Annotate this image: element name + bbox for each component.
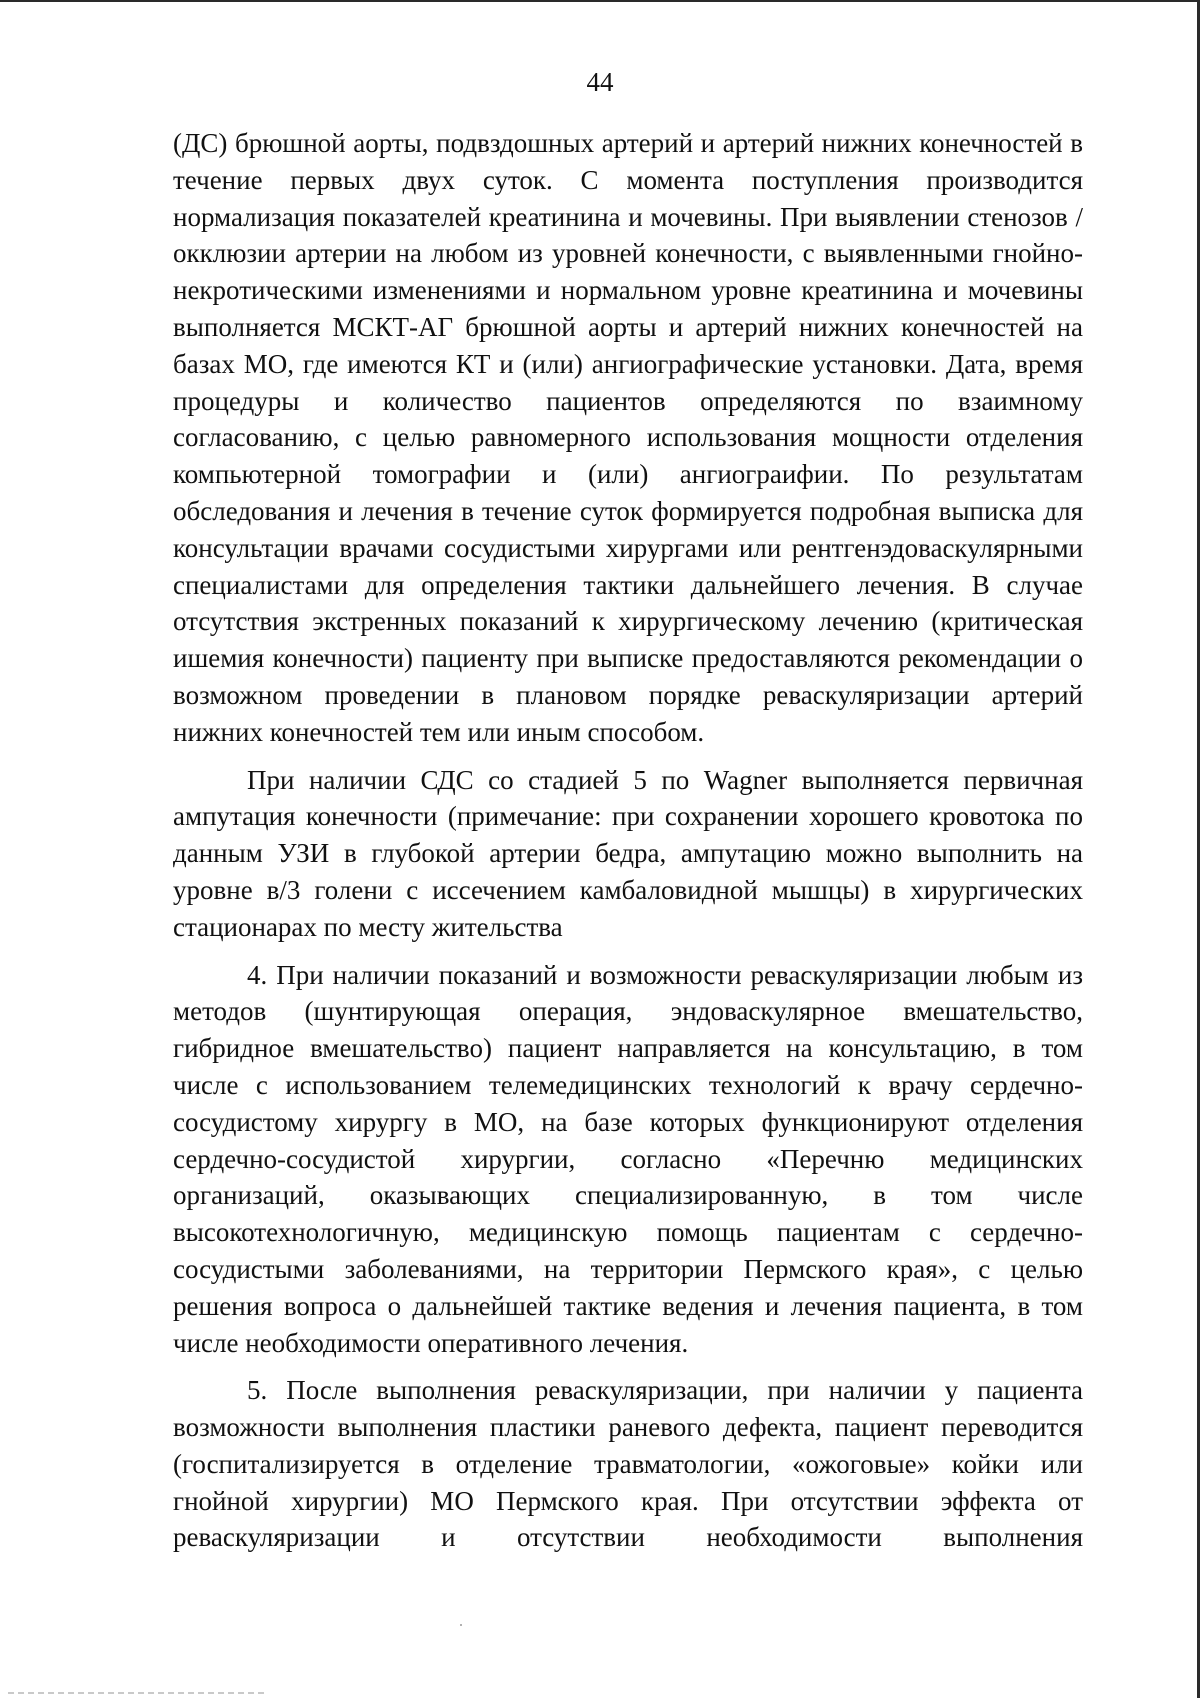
scan-top-border bbox=[0, 0, 1200, 2]
page-number: 44 bbox=[586, 67, 614, 97]
scan-footer-artifact bbox=[8, 1692, 268, 1694]
paragraph-amputation: При наличии СДС со стадией 5 по Wagner выполняется первичная ампутация конечности (примечание: при сохранении хорошего кровотока по данным УЗИ в глубокой артерии бедра, ампутацию можно выполнить на уровне в/3 голени с иссечением камбаловидной мышцы) в хирургических стационарах по месту жительства bbox=[173, 764, 1083, 942]
scan-artifact bbox=[460, 1624, 462, 1626]
document-body bbox=[173, 125, 1083, 1556]
paragraph-item-4: 4. При наличии показаний и возможности реваскуляризации любым из методов (шунтирующая операция, эндоваскулярное вмешательство, гибридное вмешательство) пациент направляется на консультацию, в том числе с использованием телемедицинских технологий к врачу сердечно-сосудистому хирургу в МО, на базе которых функционируют отделения сердечно-сосудистой хирургии, согласно «Перечню медицинских организаций, оказывающих специализированную, в том числе высокотехнологичную, медицинскую помощь пациентам с сердечно-сосудистыми заболеваниями, на территории Пермского края», с целью решения вопроса о дальнейшей тактике ведения и лечения пациента, в том числе необходимости оперативного лечения. bbox=[173, 959, 1083, 1358]
paragraph-diagnostics: (ДС) брюшной аорты, подвздошных артерий и артерий нижних конечностей в течение первых двух суток. С момента поступления производится нормализация показателей креатинина и мочевины. При выявлении стенозов / окклюзии артерии на любом из уровней конечности, с выявленными гнойно-некротическими изменениями и нормальном уровне креатинина и мочевины выполняется МСКТ-АГ брюшной аорты и артерий нижних конечностей на базах МО, где имеются КТ и (или) ангиографические установки. Дата, время процедуры и количество пациентов определяются по взаимному согласованию, с целью равномерного использования мощности отделения компьютерной томографии и (или) ангиограифии. По результатам обследования и лечения в течение суток формируется подробная выписка для консультации врачами сосудистыми хирургами или рентгенэдоваскулярными специалистами для определения тактики дальнейшего лечения. В случае отсутствия экстренных показаний к хирургическому лечению (критическая ишемия конечности) пациенту при выписке предоставляются рекомендации о возможном проведении в плановом порядке реваскуляризации артерий нижних конечностей тем или иным способом. bbox=[173, 128, 1083, 747]
paragraph-item-5: 5. После выполнения реваскуляризации, при наличии у пациента возможности выполнения пластики раневого дефекта, пациент переводится (госпитализируется в отделение травматологии, «ожоговые» койки или гнойной хирургии) МО Пермского края. При отсутствии эффекта от реваскуляризации и отсутствии необходимости выполнения bbox=[173, 1375, 1083, 1553]
